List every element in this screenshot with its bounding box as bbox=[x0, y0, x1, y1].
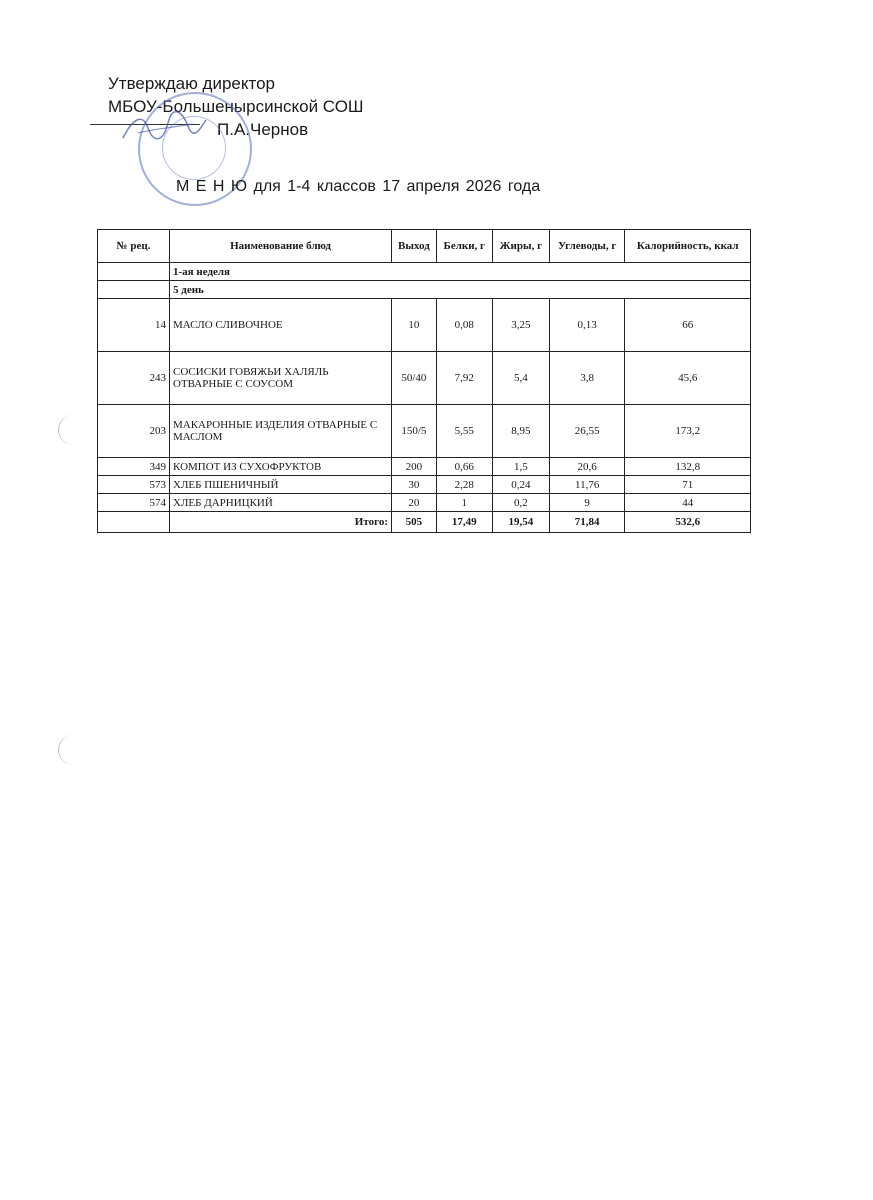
table-row bbox=[98, 476, 751, 494]
approval-line-title: Утверждаю директор bbox=[108, 74, 276, 93]
table-row bbox=[98, 405, 751, 458]
dish-kcal: 45,6 bbox=[625, 352, 751, 405]
week-row bbox=[98, 263, 751, 281]
punch-hole-mark bbox=[58, 735, 89, 765]
dish-carbs: 20,6 bbox=[549, 458, 625, 476]
dish-protein: 2,28 bbox=[436, 476, 492, 494]
header-protein: Белки, г bbox=[436, 230, 492, 263]
day-label: 5 день bbox=[170, 281, 751, 299]
total-protein: 17,49 bbox=[436, 512, 492, 533]
punch-hole-mark bbox=[58, 415, 89, 445]
dish-name: ХЛЕБ ПШЕНИЧНЫЙ bbox=[170, 476, 392, 494]
dish-output: 200 bbox=[392, 458, 437, 476]
dish-carbs: 26,55 bbox=[549, 405, 625, 458]
director-name: П.А.Чернов bbox=[217, 120, 309, 139]
header-carbs: Углеводы, г bbox=[549, 230, 625, 263]
table-row bbox=[98, 494, 751, 512]
menu-title: М Е Н Ю для 1-4 классов 17 апреля 2026 года bbox=[176, 178, 541, 195]
recipe-number: 574 bbox=[98, 494, 170, 512]
dish-output: 20 bbox=[392, 494, 437, 512]
dish-fat: 0,2 bbox=[492, 494, 549, 512]
total-output: 505 bbox=[392, 512, 437, 533]
dish-protein: 7,92 bbox=[436, 352, 492, 405]
dish-output: 10 bbox=[392, 299, 437, 352]
total-row-empty bbox=[98, 512, 170, 533]
total-row bbox=[98, 512, 751, 533]
dish-protein: 5,55 bbox=[436, 405, 492, 458]
table-row bbox=[98, 299, 751, 352]
dish-protein: 0,08 bbox=[436, 299, 492, 352]
dish-fat: 8,95 bbox=[492, 405, 549, 458]
dish-name: СОСИСКИ ГОВЯЖЬИ ХАЛЯЛЬ ОТВАРНЫЕ С СОУСОМ bbox=[170, 352, 392, 405]
menu-table bbox=[97, 229, 751, 533]
dish-kcal: 173,2 bbox=[625, 405, 751, 458]
header-kcal: Калорийность, ккал bbox=[625, 230, 751, 263]
recipe-number: 573 bbox=[98, 476, 170, 494]
day-row-empty bbox=[98, 281, 170, 299]
dish-output: 150/5 bbox=[392, 405, 437, 458]
week-label: 1-ая неделя bbox=[170, 263, 751, 281]
dish-protein: 0,66 bbox=[436, 458, 492, 476]
director-signature bbox=[118, 108, 208, 148]
total-carbs: 71,84 bbox=[549, 512, 625, 533]
dish-output: 50/40 bbox=[392, 352, 437, 405]
dish-carbs: 11,76 bbox=[549, 476, 625, 494]
day-row bbox=[98, 281, 751, 299]
dish-fat: 0,24 bbox=[492, 476, 549, 494]
recipe-number: 203 bbox=[98, 405, 170, 458]
total-kcal: 532,6 bbox=[625, 512, 751, 533]
recipe-number: 14 bbox=[98, 299, 170, 352]
dish-name: КОМПОТ ИЗ СУХОФРУКТОВ bbox=[170, 458, 392, 476]
dish-kcal: 66 bbox=[625, 299, 751, 352]
header-dish-name: Наименование блюд bbox=[170, 230, 392, 263]
dish-carbs: 9 bbox=[549, 494, 625, 512]
table-row bbox=[98, 458, 751, 476]
recipe-number: 243 bbox=[98, 352, 170, 405]
table-row bbox=[98, 352, 751, 405]
header-output: Выход bbox=[392, 230, 437, 263]
recipe-number: 349 bbox=[98, 458, 170, 476]
approval-line-school: МБОУ-Большенырсинской СОШ bbox=[108, 97, 364, 116]
header-recipe-number: № рец. bbox=[98, 230, 170, 263]
dish-fat: 5,4 bbox=[492, 352, 549, 405]
table-header-row bbox=[98, 230, 751, 263]
dish-fat: 1,5 bbox=[492, 458, 549, 476]
dish-name: ХЛЕБ ДАРНИЦКИЙ bbox=[170, 494, 392, 512]
week-row-empty bbox=[98, 263, 170, 281]
dish-name: МАСЛО СЛИВОЧНОЕ bbox=[170, 299, 392, 352]
dish-name: МАКАРОННЫЕ ИЗДЕЛИЯ ОТВАРНЫЕ С МАСЛОМ bbox=[170, 405, 392, 458]
dish-carbs: 0,13 bbox=[549, 299, 625, 352]
total-label: Итого: bbox=[170, 512, 392, 533]
dish-fat: 3,25 bbox=[492, 299, 549, 352]
dish-carbs: 3,8 bbox=[549, 352, 625, 405]
dish-kcal: 44 bbox=[625, 494, 751, 512]
dish-kcal: 71 bbox=[625, 476, 751, 494]
dish-protein: 1 bbox=[436, 494, 492, 512]
dish-kcal: 132,8 bbox=[625, 458, 751, 476]
header-fat: Жиры, г bbox=[492, 230, 549, 263]
dish-output: 30 bbox=[392, 476, 437, 494]
total-fat: 19,54 bbox=[492, 512, 549, 533]
